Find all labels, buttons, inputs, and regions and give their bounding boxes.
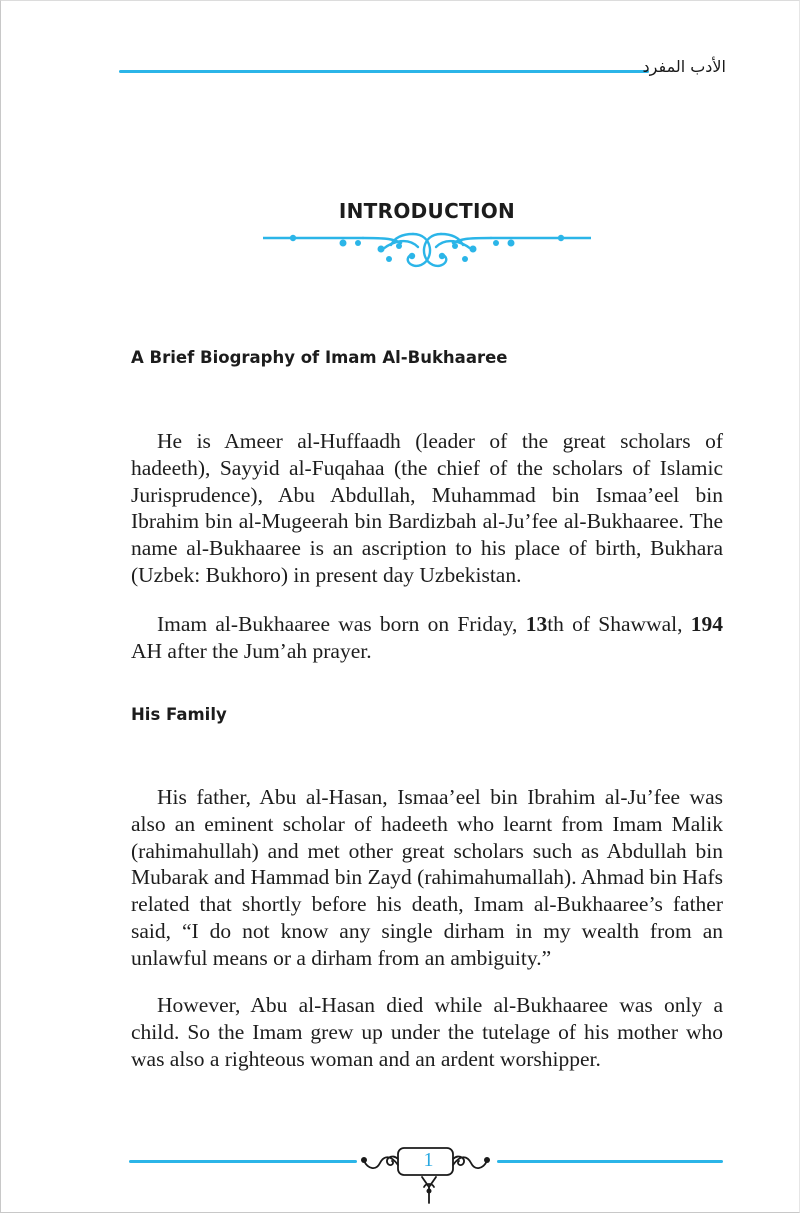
footer-rule-right bbox=[497, 1160, 723, 1163]
header-rule bbox=[119, 70, 649, 73]
paragraph-text: Imam al-Bukhaaree was born on Friday, bbox=[157, 612, 526, 636]
running-head: الأدب المفرد bbox=[642, 57, 726, 76]
paragraph-family-2: However, Abu al-Hasan died while al-Bukhaaree was only a child. So the Imam grew up under the tutelage of his mother who was also a righteous woman and an ardent worshipper. bbox=[131, 993, 723, 1071]
section-heading-family: His Family bbox=[131, 705, 227, 724]
page-number: 1 bbox=[423, 1149, 434, 1171]
section-heading-biography: A Brief Biography of Imam Al-Bukhaaree bbox=[131, 348, 508, 367]
chapter-title: INTRODUCTION bbox=[338, 199, 516, 223]
paragraph-biography-2 bbox=[131, 611, 723, 665]
paragraph-biography-1: He is Ameer al-Huffaadh (leader of the great scholars of hadeeth), Sayyid al-Fuqahaa (the chief of the scholars of Islamic Jurisprudence), Abu Abdullah, Muhammad bin Ismaa’eel bin Ibrahim bin al-Mugeerah bin Bardizbah al-Ju’fee al-Bukhaaree. The name al-Bukhaaree is an ascription to his place of birth, Bukhara (Uzbek: Bukhoro) in present day Uzbekistan. bbox=[131, 429, 723, 587]
birth-day: 13 bbox=[525, 612, 548, 636]
birth-year: 194 bbox=[690, 612, 723, 636]
paragraph-family-1: His father, Abu al-Hasan, Ismaa’eel bin Ibrahim al-Ju’fee was also an eminent scholar of hadeeth who learnt from Imam Malik (rahimahullah) and met other great scholars such as Abdullah bin Mubarak and Hammad bin Zayd (rahimahumallah). Ahmad bin Hafs related that shortly before his death, Imam al-Bukhaaree’s father said, “I do not know any single dirham in my wealth from an unlawful means or a dirham from an ambiguity.” bbox=[131, 785, 723, 970]
footer-rule-left bbox=[129, 1160, 357, 1163]
paragraph-text: th of Shawwal, bbox=[547, 612, 691, 636]
title-ornament-icon bbox=[263, 229, 591, 274]
paragraph-text: AH after the Jum’ah prayer. bbox=[131, 638, 372, 663]
